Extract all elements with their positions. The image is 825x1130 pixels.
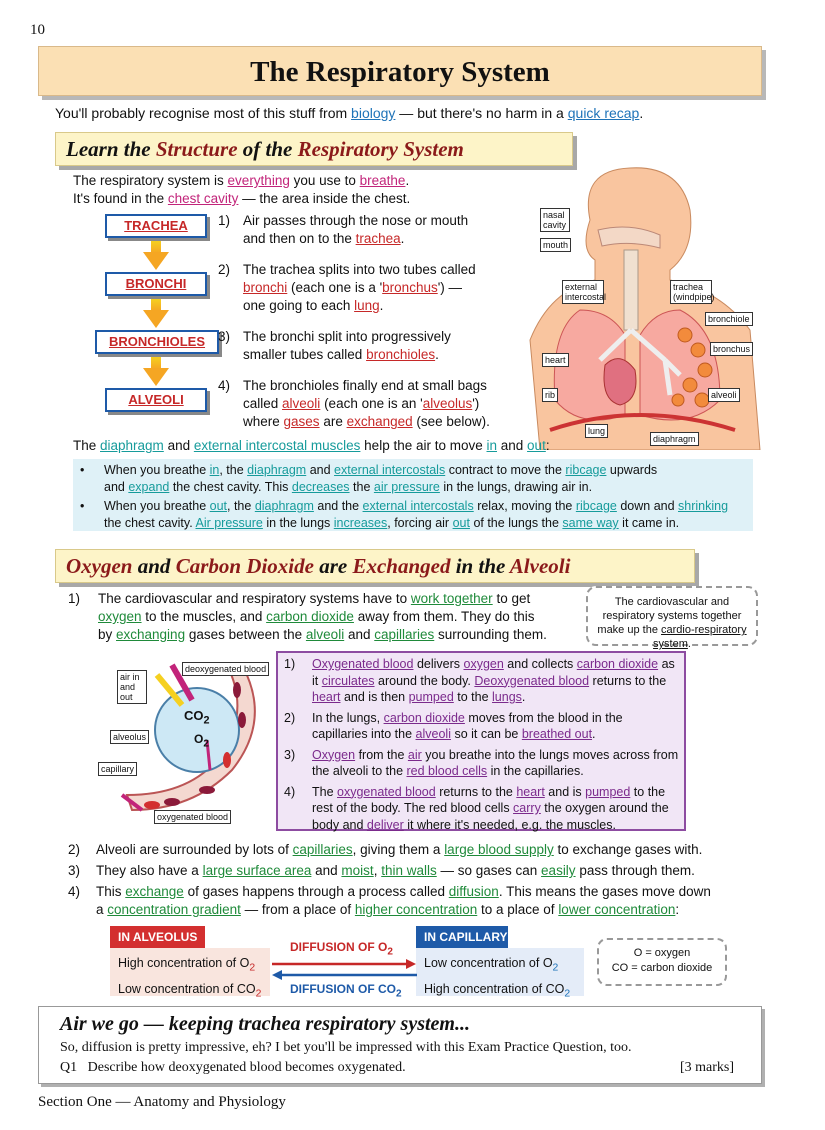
capillary-heading: IN CAPILLARY [416, 926, 508, 948]
page-footer: Section One — Anatomy and Physiology [38, 1094, 286, 1110]
alveolus-concentrations: High concentration of $O_2$ Low concentration of $CO_2$ [118, 956, 262, 999]
label-capillary: capillary [98, 762, 137, 776]
page-number: 10 [30, 22, 45, 38]
diffusion-o2-label: DIFFUSION OF $O_2$ [290, 940, 393, 958]
gas-key-note: O = oxygen CO = carbon dioxide [597, 938, 727, 986]
label-oxygenated-blood: oxygenated blood [154, 810, 231, 824]
flow-arrow-icon [143, 252, 169, 270]
cardio-respiratory-note: The cardiovascular and respiratory systems together make up the cardio-respiratory system. [586, 586, 758, 646]
label-trachea: trachea (windpipe) [670, 280, 712, 304]
link-quick-recap: quick recap [567, 105, 640, 121]
flow-alveoli: ALVEOLI [105, 388, 207, 412]
gas-step-2: 2) In the lungs, carbon dioxide moves from the blood in the capillaries into the alveoli so it can be breathed out. [284, 710, 623, 741]
alveolus-diagram [101, 660, 277, 825]
label-bronchus: bronchus [710, 342, 753, 356]
exchange-point-1: 1) The cardiovascular and respiratory systems have to work together to get oxygen to the muscles, and carbon dioxide away from them. They do this by exchanging gases between the alveoli and capillaries surrounding them. [68, 591, 547, 642]
gas-exchange-steps [284, 656, 680, 833]
gas-step-1: 1) Oxygenated blood delivers oxygen and collects carbon dioxide as it circulates around the body. Deoxygenated blood returns to the heart and is then pumped to the lungs. [284, 657, 675, 704]
step-4: 4) The bronchioles finally end at small bags called alveoli (each one is an 'alveolus') where gases are exchanged (see below). [218, 378, 490, 429]
gas-step-4: 4) The oxygenated blood returns to the heart and is pumped to the rest of the body. The red blood cells carry the oxygen around the body and deliver it where it's needed, e.g. the muscles. [284, 784, 669, 832]
exchange-point-3: 3) They also have a large surface area and moist, thin walls — so gases can easily pass through them. [68, 863, 695, 878]
flow-bronchioles: BRONCHIOLES [95, 330, 219, 354]
page-title: The Respiratory System [250, 56, 550, 88]
label-lung: lung [585, 424, 608, 438]
label-external-intercostal: external intercostal [562, 280, 604, 304]
breathing-bullets [80, 462, 748, 532]
label-nasal-cavity: nasal cavity [540, 208, 570, 232]
label-alveolus: alveolus [110, 730, 149, 744]
respiratory-diagram [520, 160, 770, 450]
label-deoxygenated-blood: deoxygenated blood [182, 662, 269, 676]
exam-box-heading: Air we go — keeping trachea respiratory system... [60, 1013, 470, 1035]
flow-arrow-icon [143, 368, 169, 386]
step-2: 2) The trachea splits into two tubes called bronchi (each one is a 'bronchus') — one going to each lung. [218, 262, 476, 313]
exam-box-line: So, diffusion is pretty impressive, eh? I bet you'll be impressed with this Exam Practice Question, too. [60, 1040, 632, 1055]
label-mouth: mouth [540, 238, 571, 252]
capillary-concentrations: Low concentration of $O_2$ High concentration of $CO_2$ [424, 956, 571, 999]
bullet-breathe-in: • When you breathe in, the diaphragm and external intercostals contract to move the ribcage upwards and expand the chest cavity. This decreases the air pressure in the lungs, drawing air in. [80, 463, 658, 494]
alveolus-heading: IN ALVEOLUS [110, 926, 205, 948]
step-3: 3) The bronchi split into progressively smaller tubes called bronchioles. [218, 329, 451, 362]
diffusion-arrows-icon [272, 958, 417, 982]
label-bronchiole: bronchiole [705, 312, 753, 326]
label-alveoli: alveoli [708, 388, 740, 402]
bullet-breathe-out: • When you breathe out, the diaphragm and the external intercostals relax, moving the ribcage down and shrinking the chest cavity. Air pressure in the lungs increases, forcing air out of the lungs the same way it came in. [80, 499, 729, 530]
exam-marks: [3 marks] [680, 1060, 735, 1075]
diffusion-co2-label: DIFFUSION OF $CO_2$ [290, 982, 402, 1000]
exchange-point-2: 2) Alveoli are surrounded by lots of capillaries, giving them a large blood supply to exchange gases with. [68, 842, 703, 857]
exam-question: Q1 Describe how deoxygenated blood becomes oxygenated. [60, 1060, 406, 1075]
section-heading-structure: Learn the Structure of the Respiratory System [55, 132, 573, 166]
flow-trachea: TRACHEA [105, 214, 207, 238]
o2-label: $O_2$ [194, 732, 209, 750]
intro-text: You'll probably recognise most of this stuff from biology — but there's no harm in a quick recap. [55, 105, 644, 121]
diaphragm-sentence: The diaphragm and external intercostal muscles help the air to move in and out: [73, 438, 550, 453]
page-title-box [38, 46, 762, 96]
section-heading-exchange: Oxygen and Carbon Dioxide are Exchanged in the Alveoli [55, 549, 695, 583]
label-diaphragm: diaphragm [650, 432, 699, 446]
step-1: 1) Air passes through the nose or mouth and then on to the trachea. [218, 213, 469, 246]
label-air-in-out: air in and out [117, 670, 147, 704]
flow-bronchi: BRONCHI [105, 272, 207, 296]
flow-arrow-icon [143, 310, 169, 328]
label-rib: rib [542, 388, 558, 402]
gas-step-3: 3) Oxygen from the air you breathe into the lungs moves across from the alveoli to the red blood cells in the capillaries. [284, 747, 679, 778]
co2-label: $CO_2$ [184, 708, 210, 727]
label-heart: heart [542, 353, 569, 367]
section1-intro: The respiratory system is everything you use to breathe. It's found in the chest cavity — the area inside the chest. [73, 173, 411, 206]
link-biology: biology [351, 105, 396, 121]
exchange-points-2-4 [68, 841, 768, 919]
exchange-point-4: 4) This exchange of gases happens through a process called diffusion. This means the gases move down a concentration gradient — from a place of higher concentration to a place of lower concentration: [68, 884, 711, 917]
respiratory-illustration [520, 160, 770, 450]
